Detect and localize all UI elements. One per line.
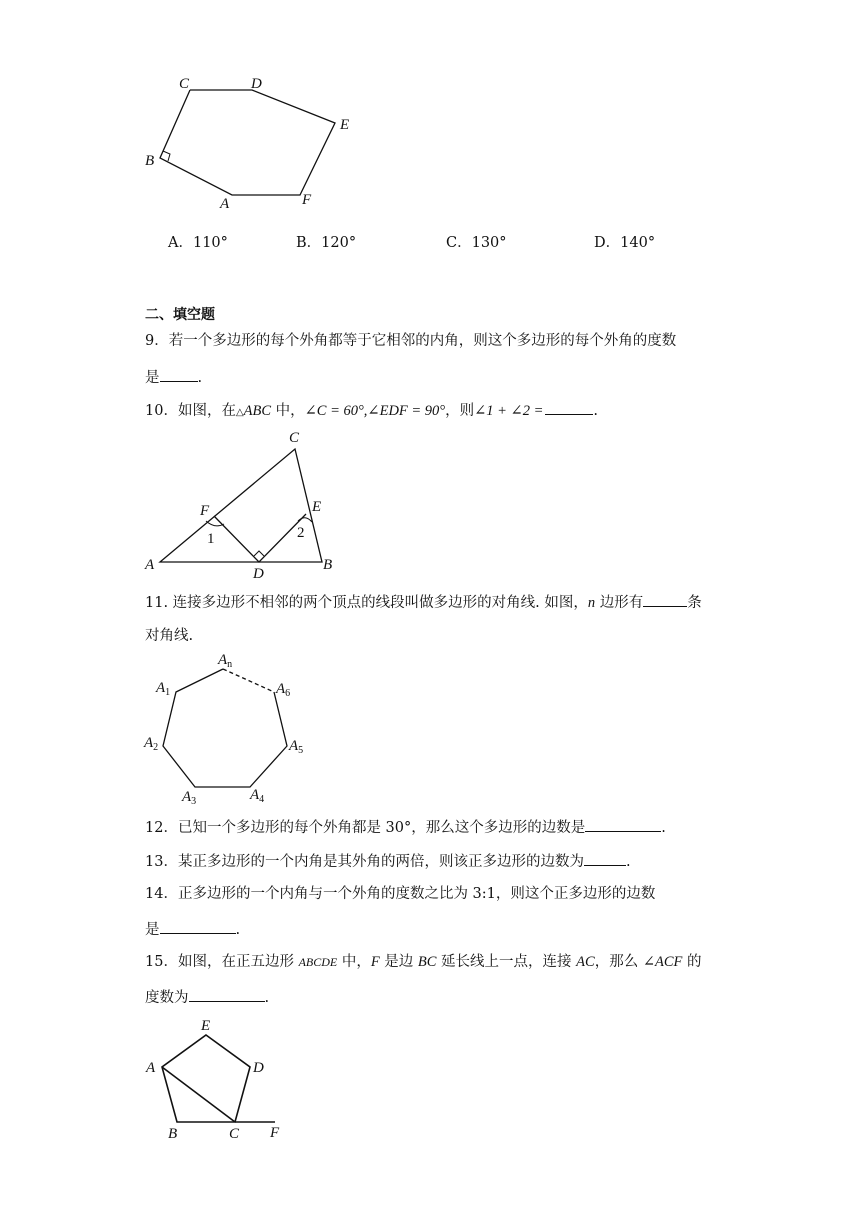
q15-line1 [145, 952, 701, 972]
q10-expression: ∠1 + ∠2 = [474, 403, 544, 419]
q15-text-3: 是边 [379, 954, 418, 970]
q14-line2 [145, 918, 240, 940]
q11-line2: 对角线. [145, 628, 194, 644]
label-d: D [251, 76, 262, 92]
option-letter: D． [594, 235, 621, 251]
label-a: A [146, 1060, 156, 1076]
q13-answer-blank[interactable] [584, 850, 626, 866]
label-a3: $A_3$ [182, 789, 197, 807]
q12-answer-blank[interactable] [585, 816, 661, 832]
hexagon-outline [160, 90, 335, 195]
option-letter: C． [446, 235, 472, 251]
label-a2: $A_2$ [144, 735, 159, 753]
q15-text-5: ，那么 [594, 954, 643, 970]
q11-answer-blank[interactable] [643, 591, 687, 607]
q12-end: . [661, 820, 666, 836]
option-value: 120° [321, 235, 357, 251]
section-heading: 二、填空题 [145, 307, 215, 323]
label-d: D [253, 1060, 264, 1076]
q15-text-6: 的 [682, 954, 702, 970]
q11-n: n [587, 595, 596, 611]
label-a: A [220, 196, 230, 212]
q11-polygon-figure [138, 648, 328, 808]
label-b: B [323, 557, 333, 573]
q9-line2 [145, 366, 202, 388]
q15-angle: ∠ACF [642, 954, 683, 970]
q15-f: F [370, 954, 380, 970]
label-a1: $A_1$ [156, 680, 171, 698]
option-value: 140° [620, 235, 656, 251]
q10-answer-blank[interactable] [545, 399, 593, 415]
label-f: F [200, 503, 210, 519]
label-e: E [201, 1018, 211, 1034]
label-a6: $A_6$ [276, 681, 291, 699]
q11-line1 [145, 591, 702, 613]
q10-abc: ABC [243, 403, 272, 419]
q9-text: 是 [145, 370, 160, 386]
q15-bc: BC [417, 954, 437, 970]
q15-text: 15．如图，在正五边形 [145, 954, 299, 970]
label-e: E [312, 499, 322, 515]
q14-answer-blank[interactable] [160, 918, 236, 934]
option-value: 130° [471, 235, 507, 251]
q14-line1: 14．正多边形的一个内角与一个外角的度数之比为 3:1，则这个正多边形的边数 [145, 886, 656, 902]
option-letter: A． [168, 235, 193, 251]
pentagon-abcde [162, 1035, 250, 1122]
q15-text-line2: 度数为 [145, 990, 189, 1006]
q9-answer-blank[interactable] [160, 366, 198, 382]
label-f: F [270, 1125, 280, 1141]
label-a: A [145, 557, 155, 573]
q8-option-a[interactable] [168, 231, 228, 252]
q15-ac: AC [576, 954, 595, 970]
segment-ac [162, 1067, 235, 1122]
q15-text-2: 中， [337, 954, 371, 970]
q10-then: ，则 [445, 403, 475, 419]
label-c: C [179, 76, 190, 92]
q15-text-4: 延长线上一点，连接 [436, 954, 577, 970]
q13-text: 13．某正多边形的一个内角是其外角的两倍，则该正多边形的边数为 [145, 854, 584, 870]
q14-end: . [235, 922, 241, 938]
label-c: C [289, 430, 300, 446]
q14-text: 是 [145, 922, 160, 938]
label-1: 1 [207, 531, 215, 547]
label-a5: $A_5$ [289, 738, 304, 756]
q8-hexagon-figure [130, 70, 370, 220]
q15-pentagon-name: ABCDE [298, 955, 338, 969]
q10-triangle-symbol: △ [235, 407, 244, 418]
q8-option-c[interactable] [446, 231, 507, 252]
q10-condition: ∠C = 60°,∠EDF = 90° [304, 403, 446, 419]
q15-line2 [145, 986, 269, 1008]
q10-end: . [593, 403, 598, 419]
q10-prefix: 10．如图，在 [145, 403, 236, 419]
q15-end: . [264, 990, 270, 1006]
q10-line [145, 399, 598, 423]
dashed-edge [223, 669, 274, 692]
q10-triangle-figure [140, 425, 350, 580]
option-value: 110° [192, 235, 228, 251]
right-angle-mark-d [254, 551, 264, 556]
label-an: $A_n$ [218, 652, 233, 670]
triangle-abc [160, 449, 322, 562]
option-letter: B． [296, 235, 322, 251]
q9-line1: 9．若一个多边形的每个外角都等于它相邻的内角，则这个多边形的每个外角的度数 [145, 333, 677, 349]
q12-line [145, 816, 666, 838]
label-b: B [145, 153, 155, 169]
label-e: E [340, 117, 350, 133]
q12-text: 12．已知一个多边形的每个外角都是 30°，那么这个多边形的边数是 [145, 820, 586, 836]
q11-text-c: 条 [687, 595, 702, 611]
polygon-outline [163, 669, 287, 787]
q8-option-b[interactable] [296, 231, 356, 252]
q15-answer-blank[interactable] [189, 986, 265, 1002]
label-c: C [229, 1126, 240, 1142]
q13-end: . [625, 854, 631, 870]
q10-mid: 中， [271, 403, 305, 419]
q9-end: . [197, 370, 203, 386]
q11-text-b: 边形有 [595, 595, 644, 611]
label-d: D [253, 566, 264, 580]
q15-pentagon-figure [140, 1012, 300, 1147]
q11-text: 11. 连接多边形不相邻的两个顶点的线段叫做多边形的对角线. 如图， [145, 595, 588, 611]
q13-line [145, 850, 631, 872]
q8-option-d[interactable] [594, 231, 655, 252]
label-a4: $A_4$ [250, 787, 265, 805]
segment-fde [214, 514, 306, 562]
label-2: 2 [297, 525, 305, 541]
label-f: F [302, 192, 312, 208]
label-b: B [168, 1126, 178, 1142]
